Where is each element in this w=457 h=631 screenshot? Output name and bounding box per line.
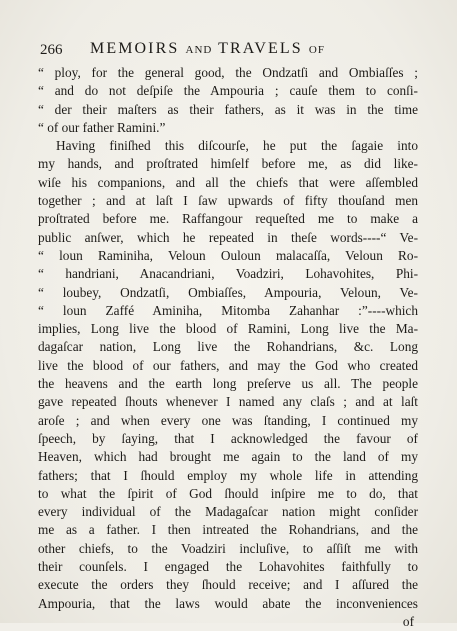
running-head-memoirs: MEMOIRS — [90, 40, 180, 57]
running-head — [90, 40, 325, 58]
body-text — [38, 64, 418, 631]
text-line: Heaven, which had brought me again to the land of my — [38, 449, 418, 465]
text-line: “ handriani, Anacandriani, Voadziri, Lohavohites, Phi- — [38, 266, 418, 282]
page-header — [40, 38, 420, 60]
text-line: “ and do not deſpiſe the Ampouria ; cauſe them to conſi- — [38, 83, 418, 99]
text-line: “ loun Raminiha, Veloun Ouloun malacaſſa, Veloun Ro- — [38, 247, 418, 263]
text-line: together ; and at laſt I ſaw upwards of fifty thouſand men — [38, 193, 418, 209]
text-line: gave repeated ſhouts whenever I named any claſs ; and at laſt — [38, 394, 418, 410]
text-line: fathers; that I ſhould employ my whole life in attending — [38, 467, 418, 483]
text-line: other chiefs, to the Voadziri incluſive, to aſſiſt me with — [38, 540, 418, 556]
running-head-of: OF — [308, 44, 325, 56]
text-line: proſtrated before me. Raffangour requeſted me to make a — [38, 211, 418, 227]
text-line: me as a father. I then intreated the Rohandrians, and the — [38, 522, 418, 538]
text-line: “ of our father Ramini.” — [38, 119, 166, 135]
text-line: implies, Long live the blood of Ramini, Long live the Ma- — [38, 321, 418, 337]
text-line: ſpeech, by ſaying, that I acknowledged the favour of — [38, 430, 418, 446]
catchword: of — [402, 613, 414, 629]
text-line: public anſwer, which he repeated in theſe words----“ Ve- — [38, 229, 418, 245]
text-line: “ loubey, Ondzatſi, Ombiaſſes, Ampouria, Veloun, Ve- — [38, 284, 418, 300]
text-line: the heavens and the earth long preſerve us all. The people — [38, 376, 418, 392]
text-line: “ der their maſters as their fathers, as it was in the time — [38, 101, 418, 117]
text-line: “ ploy, for the general good, the Ondzatſi and Ombiaſſes ; — [38, 65, 418, 80]
text-line: their counſels. I engaged the Lohavohites faithfully to — [38, 559, 418, 575]
text-line: execute the orders they ſhould receive; and I aſſured the — [38, 577, 418, 593]
page-number: 266 — [40, 42, 63, 58]
text-line: every individual of the Madagaſcar nation might conſider — [38, 504, 418, 520]
text-line: aroſe ; and when every one was ſtanding, I continued my — [38, 412, 418, 428]
text-line: “ loun Zaffé Aminiha, Mitomba Zahanhar :”----which — [38, 302, 418, 318]
text-line: my hands, and proſtrated himſelf before me, as did like- — [38, 156, 418, 172]
text-line: wiſe his companions, and all the chiefs that were aſſembled — [38, 174, 418, 190]
text-line: live the blood of our fathers, and may the God who created — [38, 357, 418, 373]
text-line: Having finiſhed this diſcourſe, he put the ſagaie into — [56, 138, 418, 154]
running-head-and: AND — [185, 44, 213, 56]
text-line: Ampouria, that the laws would abate the inconveniences — [38, 595, 418, 611]
text-line: dagaſcar nation, Long live the Rohandrians, &c. Long — [38, 339, 418, 355]
running-head-travels: TRAVELS — [218, 40, 303, 57]
text-line: to what the ſpirit of God ſhould inſpire me to do, that — [38, 485, 418, 501]
